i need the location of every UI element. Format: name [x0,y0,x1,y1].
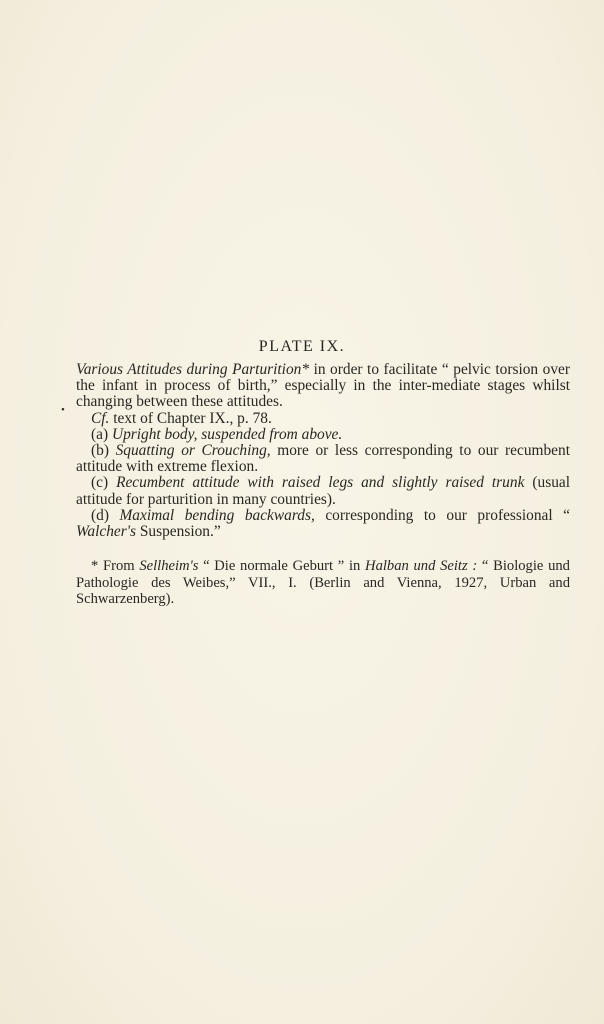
item-c-marker: (c) [91,474,109,492]
item-d-suspension: Suspension.” [136,523,221,541]
item-b-title: Squatting or Crouching, [115,442,271,460]
caption-block [76,362,570,607]
footnote-rest: “ Biologie und Pathologie des Weibes,” VII., I. (Berlin and Vienna, 1927, Urban and Schwarzenberg). [76,558,570,608]
footnote-quote: “ Die normale Geburt ” in [198,558,366,575]
intro-text: in order to facilitate “ pelvic torsion over the infant in process of birth,” especially in the inter-mediate stages whilst changing between these attitudes. [76,361,570,411]
item-d-marker: (d) [91,506,109,524]
item-b-text: more or less corresponding to our recumbent attitude with extreme flexion. [76,442,570,476]
cf-label: Cf. [91,409,110,427]
item-d [76,508,570,540]
item-c [76,475,570,507]
footnote-lead: * From [91,558,140,575]
intro-title: Various Attitudes during Parturition* [76,361,310,378]
plate-title: PLATE IX. [258,338,346,355]
item-c-text: (usual attitude for parturition in many countries). [76,474,570,508]
item-d-walcher: Walcher's [76,523,137,541]
item-b-marker: (b) [91,442,109,460]
item-b [76,443,570,475]
cf-text: text of Chapter IX., p. 78. [109,409,272,427]
cf-paragraph [76,411,570,427]
item-a [76,427,570,443]
item-a-title: Upright body, suspended from above. [111,425,343,443]
item-d-title: Maximal bending backwards, [119,506,315,524]
margin-dot: • [61,404,65,416]
intro-paragraph [76,362,570,411]
item-d-text: corresponding to our professional “ [314,506,571,524]
footnote-author: Sellheim's [139,558,199,575]
footnote-editors: Halban und Seitz : [365,558,478,575]
item-c-title: Recumbent attitude with raised legs and slightly raised trunk [116,474,525,492]
item-a-marker: (a) [91,425,109,443]
footnote [76,558,570,607]
